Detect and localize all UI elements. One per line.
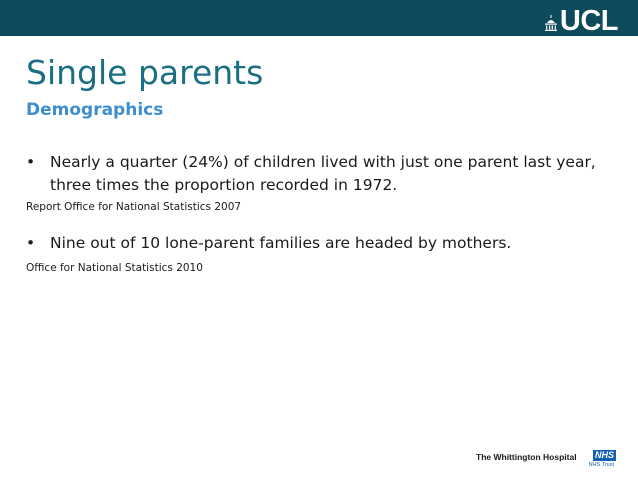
bullet-marker: • [26,234,36,252]
nhs-badge: NHS [594,450,614,460]
bullet-source: Report Office for National Statistics 2007 [26,201,242,213]
ucl-logo [545,5,618,37]
nhs-trust-label: NHS Trust [588,462,614,468]
slide-title: Single parents [26,53,264,92]
ucl-dome-icon [545,15,557,31]
bullet-source: Office for National Statistics 2010 [26,262,203,274]
ucl-logo-text: UCL [559,5,618,37]
header-bar [0,0,638,36]
bullet-item [26,151,610,197]
bullet-marker: • [26,153,36,171]
bullet-text: Nine out of 10 lone-parent families are headed by mothers. [50,234,512,252]
bullet-item [26,232,610,255]
bullet-text: Nearly a quarter (24%) of children lived with just one parent last year, three times the proportion recorded in 1972. [50,153,596,194]
hospital-name: The Whittington Hospital [476,452,577,462]
whittington-hospital-logo [476,450,616,470]
slide-subtitle: Demographics [26,100,164,120]
